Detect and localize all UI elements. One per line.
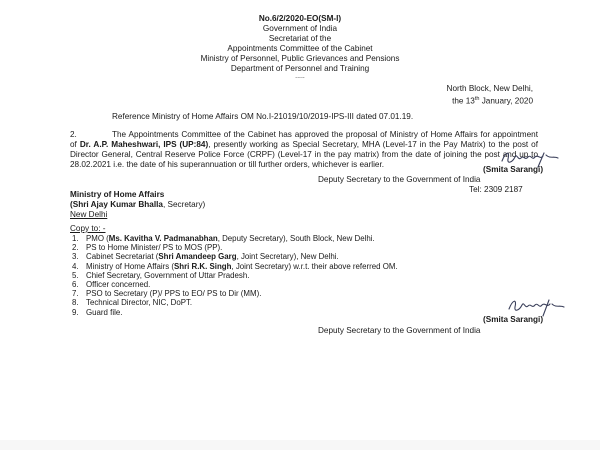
signatory-designation-1: Deputy Secretary to the Government of India [318,175,481,184]
copy-to-item: 5. Chief Secretary, Government of Uttar Pradesh. [72,270,250,280]
date [452,94,533,107]
signatory-name-1: (Smita Sarangi) [483,165,544,174]
copy-to-item: 9. Guard file. [72,307,123,317]
header-line-5: Department of Personnel and Training [230,64,370,73]
officer-name: Dr. A.P. Maheshwari, IPS (UP:84) [79,140,209,149]
signatory-name-2: (Smita Sarangi) [483,315,544,324]
copy-to-item: 1. PMO (Ms. Kavitha V. Padmanabhan, Deputy Secretary), South Block, New Delhi. [72,234,375,243]
addressee-person-name: (Shri Ajay Kumar Bhalla [70,200,163,209]
header-dots: ..... [295,73,305,80]
place: North Block, New Delhi, [446,84,533,93]
header-line-3: Appointments Committee of the Cabinet [227,44,373,53]
copy-to-item: 2. PS to Home Minister/ PS to MOS (PP). [72,243,223,253]
addressee-city: New Delhi [70,210,108,219]
addressee-ministry: Ministry of Home Affairs [70,190,165,199]
signatory-tel: Tel: 2309 2187 [469,185,523,194]
copy-to-label: Copy to: - [70,224,106,233]
addressee-person-title: , Secretary) [162,200,206,209]
addressee-person [70,200,205,210]
date-sup: th [474,96,480,102]
date-prefix: the 13 [452,96,475,106]
paragraph-body [70,130,538,170]
page-bottom-edge [0,440,600,450]
copy-to-item: 8. Technical Director, NIC, DoPT. [72,298,193,308]
paragraph-number: 2. [70,130,77,139]
paragraph-part-1: The Appointments Committee of the Cabinet has approved the proposal of Ministry of Home Affairs for appointment of [70,130,538,149]
copy-to-item: 7. PSO to Secretary (P)/ PPS to EO/ PS to Dir (MM). [72,289,262,299]
file-number: No.6/2/2020-EO(SM-I) [258,14,342,23]
copy-to-list [72,234,398,317]
header-line-2: Secretariat of the [268,34,332,43]
paragraph-part-2: , presently working as Special Secretary, MHA (Level-17 in the Pay Matrix) to the post of Director General, Central Reserve Police Force (CRPF) (Level-17 in the pay matrix) from the date of joining the post and up to 28.02.2021 i.e. the date of his superannuation or till further orders, whichever is earlier. [70,140,538,169]
signatory-designation-2: Deputy Secretary to the Government of India [318,326,481,335]
date-suffix: January, 2020 [479,96,533,106]
header-line-4: Ministry of Personnel, Public Grievances and Pensions [200,54,400,63]
header-line-1: Government of India [262,24,338,33]
copy-to-item: 4. Ministry of Home Affairs (Shri R.K. Singh, Joint Secretary) w.r.t. their above referred OM. [72,261,398,271]
copy-to-item: 6. Officer concerned. [72,280,151,290]
reference-line: Reference Ministry of Home Affairs OM No.I-21019/10/2019-IPS-III dated 07.01.19. [112,112,414,121]
copy-to-item: 3. Cabinet Secretariat (Shri Amandeep Garg, Joint Secretary), New Delhi. [72,252,339,262]
